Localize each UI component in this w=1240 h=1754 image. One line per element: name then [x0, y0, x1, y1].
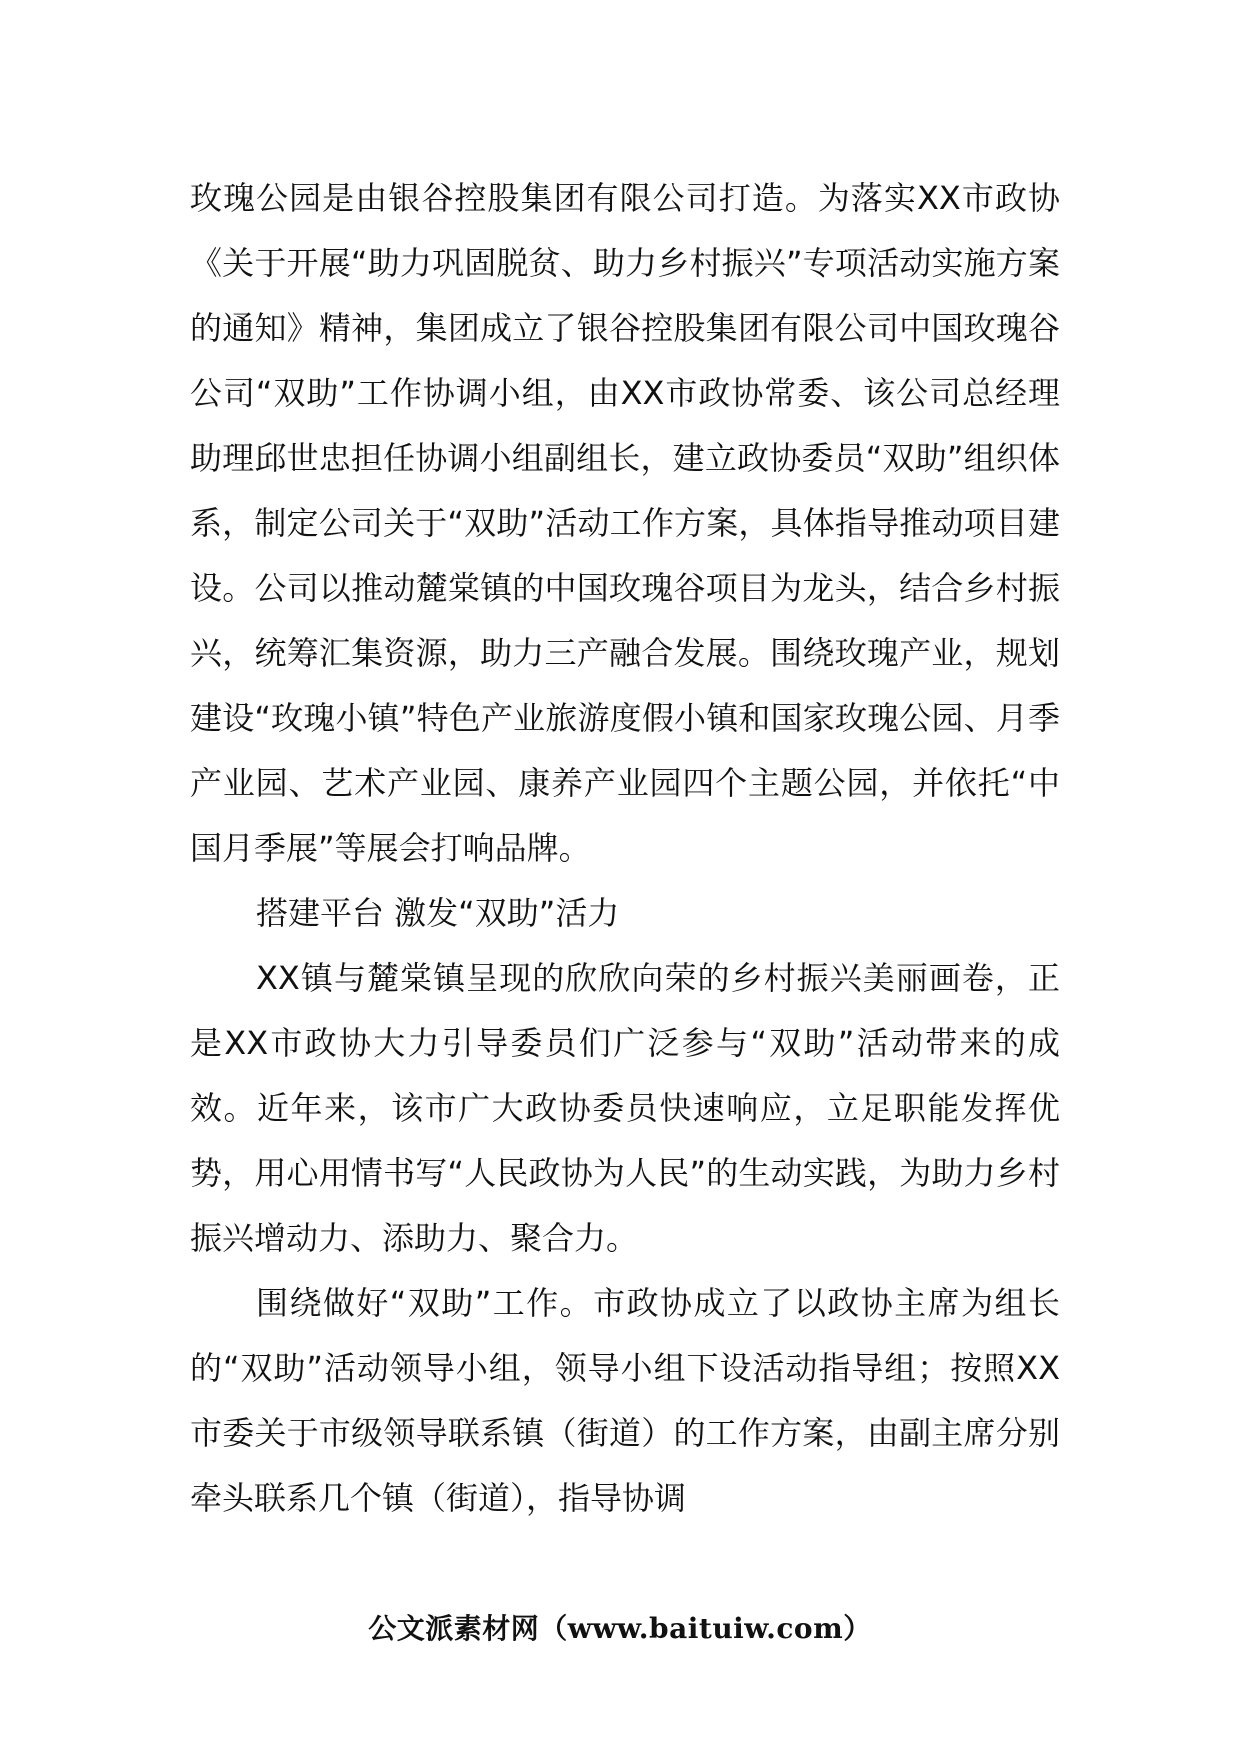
paragraph-shuangzhu-work: 围绕做好“双助”工作。市政协成立了以政协主席为组长的“双助”活动领导小组，领导小组下设活动指导组；按照XX市委关于市级领导联系镇（街道）的工作方案，由副主席分别牵头联系几个镇（街道），指导协调: [190, 1284, 1060, 1517]
paragraph-township-achievements: XX镇与麓棠镇呈现的欣欣向荣的乡村振兴美丽画卷，正是XX市政协大力引导委员们广泛参与“双助”活动带来的成效。近年来，该市广大政协委员快速响应，立足职能发挥优势，用心用情书写“人民政协为人民”的生动实践，为助力乡村振兴增动力、添助力、聚合力。: [190, 959, 1060, 1257]
section-heading: 搭建平台 激发“双助”活力: [256, 894, 620, 932]
footer-watermark: 公文派素材网（www.baituiw.com）: [368, 1612, 872, 1645]
paragraph-rose-park: 玫瑰公园是由银谷控股集团有限公司打造。为落实XX市政协《关于开展“助力巩固脱贫、助力乡村振兴”专项活动实施方案的通知》精神，集团成立了银谷控股集团有限公司中国玫瑰谷公司“双助”工作协调小组，由XX市政协常委、该公司总经理助理邱世忠担任协调小组副组长，建立政协委员“双助”组织体系，制定公司关于“双助”活动工作方案，具体指导推动项目建设。公司以推动麓棠镇的中国玫瑰谷项目为龙头，结合乡村振兴，统筹汇集资源，助力三产融合发展。围绕玫瑰产业，规划建设“玫瑰小镇”特色产业旅游度假小镇和国家玫瑰公园、月季产业园、艺术产业园、康养产业园四个主题公园，并依托“中国月季展”等展会打响品牌。: [190, 179, 1060, 867]
document-body: [190, 166, 1060, 1531]
